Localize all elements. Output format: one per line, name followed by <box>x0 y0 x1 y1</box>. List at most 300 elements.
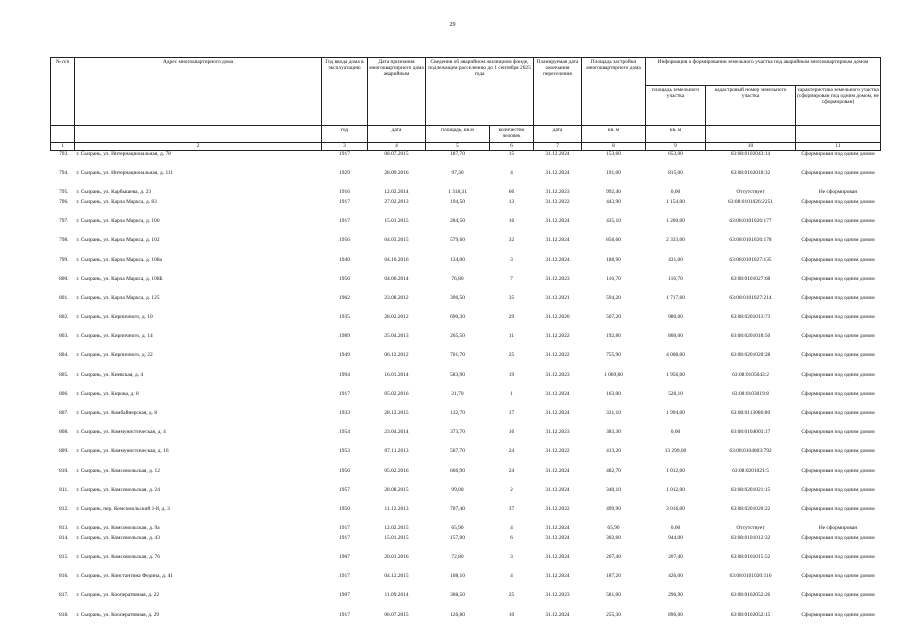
row-building-area: 340,10 <box>606 486 621 493</box>
row-planned-date: 31.12.2024 <box>545 256 570 263</box>
row-number: 802. <box>59 314 69 321</box>
row-address: г. Сызрань, ул. Комбайнерская, д. 8 <box>76 410 158 417</box>
header-recognition-date: Дата признания многоквартирного дома аварийным <box>368 58 426 126</box>
row-cadastral: Отсутствует <box>736 189 765 196</box>
row-land-area: 528,10 <box>668 390 683 397</box>
table-row <box>51 410 881 429</box>
row-address: г. Сызрань, ул. Коммунистическая, д. 4 <box>76 429 166 436</box>
row-area: 1 318,31 <box>448 189 467 196</box>
row-cadastral: 63:08:0103019:8 <box>732 390 769 397</box>
row-number: 810. <box>59 467 69 474</box>
row-people: 3 <box>510 553 513 560</box>
row-land-status: Сформирован под одним домом <box>801 275 875 282</box>
row-land-status: Сформирован под одним домом <box>801 611 875 618</box>
row-area: 108,10 <box>450 573 465 580</box>
row-people: 2 <box>510 486 513 493</box>
row-planned-date: 31.12.2024 <box>545 534 570 541</box>
row-number: 816. <box>59 573 69 580</box>
row-address: г. Сызрань, ул. Интернациональная, д. 111 <box>76 170 174 177</box>
row-people: 16 <box>508 429 515 436</box>
row-building-area: 992,40 <box>606 189 621 196</box>
row-people: 24 <box>508 467 515 474</box>
row-land-status: Сформирован под одним домом <box>801 352 875 359</box>
row-recognition-date: 16.01.2014 <box>384 371 409 378</box>
header-cadastral: кадастровый номер земельного участка <box>706 86 796 126</box>
row-recognition-date: 04.10.2016 <box>384 256 409 263</box>
row-planned-date: 31.12.2024 <box>545 390 570 397</box>
row-people: 13 <box>508 198 515 205</box>
row-number: 807. <box>59 410 69 417</box>
row-recognition-date: 05.02.2016 <box>384 467 409 474</box>
row-recognition-date: 05.02.2016 <box>384 390 409 397</box>
row-cadastral: 63:08:0101027:214 <box>729 294 772 301</box>
row-land-status: Не сформирован <box>818 525 858 532</box>
row-recognition-date: 11.12.2013 <box>384 505 409 512</box>
row-building-area: 482,70 <box>606 467 621 474</box>
row-number: 805. <box>59 371 69 378</box>
row-cadastral: 63:08:0201021:15 <box>730 486 771 493</box>
row-recognition-date: 11.09.2014 <box>384 592 409 599</box>
row-area: 284,50 <box>450 218 465 225</box>
row-land-status: Сформирован под одним домом <box>801 573 875 580</box>
row-land-area: 296,90 <box>668 592 683 599</box>
row-area: 308,50 <box>450 592 465 599</box>
row-people: 11 <box>508 333 515 340</box>
column-number: 2 <box>75 143 322 151</box>
table-row <box>51 151 881 171</box>
row-cadastral: 63:08:0101015:52 <box>730 553 771 560</box>
table-row <box>51 295 881 314</box>
table-row <box>51 612 881 631</box>
row-number: 809. <box>59 448 69 455</box>
row-land-status: Сформирован под одним домом <box>801 198 875 205</box>
row-number: 811. <box>59 486 69 493</box>
row-land-area: 1 012,00 <box>666 486 685 493</box>
table-row <box>51 535 881 554</box>
row-address: г. Сызрань, ул. Карла Маркса, д. 100 <box>76 218 160 225</box>
row-cadastral: 63:08:0101026:178 <box>729 237 772 244</box>
row-number: 795. <box>59 189 69 196</box>
row-number: 796. <box>59 198 69 205</box>
row-address: г. Сызрань, ул. Кирова, д. 8 <box>76 390 139 397</box>
row-building-area: 255,30 <box>606 611 621 618</box>
row-recognition-date: 07.11.2013 <box>384 448 409 455</box>
row-number: 813. <box>59 525 69 532</box>
row-year: 1917 <box>339 218 350 225</box>
row-land-area: 0,00 <box>670 525 681 532</box>
row-people: 3 <box>510 256 513 263</box>
table-row <box>51 218 881 237</box>
row-building-area: 207,40 <box>606 553 621 560</box>
row-recognition-date: 04.06.2014 <box>384 275 409 282</box>
column-number: 5 <box>426 143 490 151</box>
table-row <box>51 554 881 573</box>
row-address: г. Сызрань, ул. Киевская, д. 4 <box>76 371 144 378</box>
row-area: 265,50 <box>450 333 465 340</box>
row-year: 1917 <box>339 534 350 541</box>
row-address: г. Сызрань, ул. Интернациональная, д. 78 <box>76 151 171 157</box>
row-building-area: 187,20 <box>606 573 621 580</box>
row-recognition-date: 15.01.2015 <box>384 218 409 225</box>
row-number: 818. <box>59 611 69 618</box>
row-building-area: 499,90 <box>606 505 621 512</box>
row-land-area: 896,00 <box>668 611 683 618</box>
row-recognition-date: 23.08.2012 <box>384 294 409 301</box>
row-area: 583,90 <box>450 371 465 378</box>
row-area: 373,70 <box>450 429 465 436</box>
table-row <box>51 468 881 487</box>
row-building-area: 594,20 <box>606 294 621 301</box>
row-planned-date: 31.12.2024 <box>545 467 570 474</box>
row-land-status: Сформирован под одним домом <box>801 237 875 244</box>
row-recognition-date: 12.02.2015 <box>384 525 409 532</box>
row-cadastral: 63:08:0104003:17 <box>730 429 771 436</box>
row-land-status: Сформирован под одним домом <box>801 170 875 177</box>
row-recognition-date: 28.08.2015 <box>384 486 409 493</box>
row-people: 24 <box>508 448 515 455</box>
row-recognition-date: 28.09.2016 <box>384 170 409 177</box>
table-row <box>51 237 881 256</box>
row-number: 814. <box>59 534 69 541</box>
row-planned-date: 31.12.2022 <box>545 352 570 359</box>
row-planned-date: 31.12.2023 <box>545 429 570 436</box>
row-cadastral: 63:08:0101026:2251 <box>728 198 773 205</box>
row-land-status: Сформирован под одним домом <box>801 151 875 157</box>
row-address: г. Сызрань, ул. Константина Федина, д. 41 <box>76 573 173 580</box>
unit-sqm2: кв. м <box>646 126 706 143</box>
row-year: 1949 <box>339 352 350 359</box>
row-land-status: Не сформирован <box>818 189 858 196</box>
row-recognition-date: 06.12.2012 <box>384 352 409 359</box>
header-num: № п/п <box>51 58 75 126</box>
row-address: г. Сызрань, пер. Комсомольский 1-й, д. 3 <box>76 505 170 512</box>
row-year: 1950 <box>339 505 350 512</box>
row-cadastral: 63:08:0104003:792 <box>729 448 772 455</box>
page-number: 29 <box>449 22 456 28</box>
row-land-area: 207,40 <box>668 553 683 560</box>
row-year: 1917 <box>339 525 350 532</box>
table-row <box>51 592 881 611</box>
row-planned-date: 31.12.2024 <box>545 573 570 580</box>
row-number: 817. <box>59 592 69 599</box>
row-recognition-date: 28.12.2015 <box>384 410 409 417</box>
row-land-area: 116,70 <box>668 275 683 282</box>
row-people: 4 <box>510 170 513 177</box>
table-row <box>51 276 881 295</box>
row-land-area: 1 994,00 <box>666 410 685 417</box>
table-row <box>51 199 881 218</box>
row-land-status: Сформирован под одним домом <box>801 371 875 378</box>
row-number: 801. <box>59 294 69 301</box>
row-cadastral: 63:08:0201013:73 <box>730 314 771 321</box>
row-land-status: Сформирован под одним домом <box>801 534 875 541</box>
row-number: 806. <box>59 390 69 397</box>
row-recognition-date: 06.07.2015 <box>384 611 409 618</box>
row-planned-date: 31.12.2024 <box>545 237 570 244</box>
row-address: г. Сызрань, ул. Кирпичного, д. 10 <box>76 314 153 321</box>
row-recognition-date: 23.04.2014 <box>384 429 409 436</box>
header-address: Адрес многоквартирного дома <box>75 58 322 126</box>
row-land-area: 800,00 <box>668 333 683 340</box>
row-building-area: 383,30 <box>606 429 621 436</box>
row-land-status: Сформирован под одним домом <box>801 553 875 560</box>
row-building-area: 1 069,80 <box>604 371 623 378</box>
row-area: 126,80 <box>450 611 465 618</box>
row-planned-date: 31.12.2022 <box>545 333 570 340</box>
row-area: 99,00 <box>451 486 464 493</box>
row-cadastral: 63:08:0201020:28 <box>730 352 771 359</box>
row-land-status: Сформирован под одним домом <box>801 429 875 436</box>
row-area: 132,70 <box>450 410 465 417</box>
row-planned-date: 31.12.2023 <box>545 189 570 196</box>
row-cadastral: 63:08:0201020:22 <box>730 505 771 512</box>
row-land-area: 980,00 <box>668 314 683 321</box>
row-land-area: 0,00 <box>670 189 681 196</box>
row-address: г. Сызрань, ул. Карла Маркса, д. 102 <box>76 237 160 244</box>
row-recognition-date: 12.02.2014 <box>384 189 409 196</box>
row-cadastral: 63:08:0101027:135 <box>729 256 772 263</box>
row-planned-date: 31.12.2023 <box>545 592 570 599</box>
row-cadastral: 63:08:0201018:50 <box>730 333 771 340</box>
row-number: 812. <box>59 505 69 512</box>
row-number: 804. <box>59 352 69 359</box>
row-number: 794. <box>59 170 69 177</box>
row-land-status: Сформирован под одним домом <box>801 486 875 493</box>
row-year: 1954 <box>339 429 350 436</box>
table-row <box>51 189 881 199</box>
row-planned-date: 31.12.2024 <box>545 611 570 618</box>
row-land-area: 0,00 <box>670 429 681 436</box>
row-year: 1917 <box>339 198 350 205</box>
row-land-area: 3 016,00 <box>666 505 685 512</box>
table-row <box>51 352 881 371</box>
row-building-area: 413,20 <box>606 448 621 455</box>
row-area: 396,50 <box>450 294 465 301</box>
row-building-area: 302,60 <box>606 534 621 541</box>
row-year: 1967 <box>339 553 350 560</box>
row-planned-date: 31.12.2022 <box>545 505 570 512</box>
row-area: 97,30 <box>451 170 464 177</box>
row-land-status: Сформирован под одним домом <box>801 505 875 512</box>
row-year: 1953 <box>339 448 350 455</box>
row-recognition-date: 15.01.2015 <box>384 534 409 541</box>
table-row <box>51 487 881 506</box>
row-land-area: 653,00 <box>668 151 683 157</box>
row-year: 1917 <box>339 390 350 397</box>
row-address: г. Сызрань, ул. Карла Маркса, д. 108Б <box>76 275 163 282</box>
row-area: 65,90 <box>451 525 464 532</box>
row-year: 1956 <box>339 467 350 474</box>
row-land-area: 1 200,00 <box>666 218 685 225</box>
row-building-area: 192,80 <box>606 333 621 340</box>
row-cadastral: 63:08:0102052:15 <box>730 611 771 618</box>
row-people: 32 <box>508 237 515 244</box>
row-year: 1989 <box>339 333 350 340</box>
row-number: 815. <box>59 553 69 560</box>
header-planned-date: Планируемая дата окончания переселения <box>534 58 582 126</box>
row-address: г. Сызрань, ул. Кирпичного, д. 22 <box>76 352 153 359</box>
unit-people: количество человек <box>490 126 534 143</box>
row-number: 793. <box>59 151 69 157</box>
column-number: 4 <box>368 143 426 151</box>
column-number: 1 <box>51 143 75 151</box>
unit-sqm: кв. м <box>582 126 646 143</box>
unit-date2: дата <box>534 126 582 143</box>
row-land-area: 1 717,60 <box>666 294 685 301</box>
row-address: г. Сызрань, ул. Кирпичного, д. 14 <box>76 333 153 340</box>
row-address: г. Сызрань, ул. Комсомольская, д. 24 <box>76 486 160 493</box>
row-cadastral: 63:08:0101027:68 <box>730 275 771 282</box>
row-land-status: Сформирован под одним домом <box>801 448 875 455</box>
row-cadastral: 63:08:0113086:80 <box>730 410 771 417</box>
table-row <box>51 333 881 352</box>
row-planned-date: 31.12.2024 <box>545 486 570 493</box>
row-year: 1940 <box>339 256 350 263</box>
header-land-area: площадь земельного участка <box>646 86 706 126</box>
row-year: 1907 <box>339 592 350 599</box>
row-number: 800. <box>59 275 69 282</box>
row-year: 1933 <box>339 410 350 417</box>
row-land-area: 426,00 <box>668 573 683 580</box>
row-area: 134,00 <box>450 256 465 263</box>
row-building-area: 191,00 <box>606 170 621 177</box>
row-land-status: Сформирован под одним домом <box>801 294 875 301</box>
table-row <box>51 372 881 391</box>
row-cadastral: 63:08:0101026:177 <box>729 218 772 225</box>
row-address: г. Сызрань, ул. Кооперативная, д. 29 <box>76 611 160 618</box>
row-recognition-date: 04.03.2015 <box>384 237 409 244</box>
row-building-area: 581,00 <box>606 592 621 599</box>
table-row <box>51 448 881 467</box>
table-row <box>51 573 881 592</box>
row-planned-date: 31.12.2022 <box>545 448 570 455</box>
row-area: 187,70 <box>450 151 465 157</box>
row-people: 7 <box>510 275 513 282</box>
header-land-char: характеристика земельного участка (сформирован под одним домом, не сформирован) <box>796 86 881 126</box>
table-row <box>51 506 881 525</box>
row-planned-date: 31.12.2024 <box>545 525 570 532</box>
row-year: 1917 <box>339 151 350 157</box>
row-year: 1929 <box>339 170 350 177</box>
row-area: 701,70 <box>450 352 465 359</box>
row-people: 37 <box>508 505 515 512</box>
row-planned-date: 31.12.2024 <box>545 553 570 560</box>
row-land-status: Сформирован под одним домом <box>801 592 875 599</box>
row-planned-date: 31.12.2023 <box>545 275 570 282</box>
row-area: 76,80 <box>451 275 464 282</box>
row-number: 808. <box>59 429 69 436</box>
row-building-area: 331,10 <box>606 410 621 417</box>
row-recognition-date: 04.12.2015 <box>384 573 409 580</box>
row-number: 799. <box>59 256 69 263</box>
row-building-area: 188,90 <box>606 256 621 263</box>
column-number: 10 <box>706 143 796 151</box>
row-year: 1935 <box>339 314 350 321</box>
row-land-status: Сформирован под одним домом <box>801 314 875 321</box>
row-planned-date: 31.12.2024 <box>545 151 570 157</box>
row-people: 1 <box>510 390 513 397</box>
row-people: 16 <box>508 218 515 225</box>
row-people: 4 <box>510 573 513 580</box>
row-building-area: 755,90 <box>606 352 621 359</box>
row-building-area: 65,90 <box>607 525 620 532</box>
row-cadastral: 63:08:0102043:14 <box>730 151 771 157</box>
row-recognition-date: 20.01.2016 <box>384 553 409 560</box>
row-area: 157,00 <box>450 534 465 541</box>
column-number: 8 <box>582 143 646 151</box>
row-building-area: 116,70 <box>606 275 621 282</box>
row-recognition-date: 25.04.2013 <box>384 333 409 340</box>
row-address: г. Сызрань, ул. Комсомольская, д. 76 <box>76 553 160 560</box>
row-year: 1994 <box>339 371 350 378</box>
row-people: 35 <box>508 294 515 301</box>
table-row <box>51 391 881 410</box>
row-building-area: 856,60 <box>606 237 621 244</box>
row-planned-date: 31.12.2024 <box>545 218 570 225</box>
row-people: 6 <box>510 534 513 541</box>
row-cadastral: 63:08:0102052:26 <box>730 592 771 599</box>
row-land-status: Сформирован под одним домом <box>801 390 875 397</box>
row-address: г. Сызрань, ул. Комсомольская, д. 12 <box>76 467 160 474</box>
row-number: 803. <box>59 333 69 340</box>
row-number: 797. <box>59 218 69 225</box>
row-land-status: Сформирован под одним домом <box>801 467 875 474</box>
row-land-status: Сформирован под одним домом <box>801 256 875 263</box>
row-address: г. Сызрань, ул. Кооперативная, д. 22 <box>76 592 160 599</box>
row-land-area: 815,00 <box>668 170 683 177</box>
row-land-status: Сформирован под одним домом <box>801 410 875 417</box>
row-building-area: 507,20 <box>606 314 621 321</box>
row-number: 798. <box>59 237 69 244</box>
row-address: г. Сызрань, ул. Комсомольская, д. 9а <box>76 525 160 532</box>
row-year: 1956 <box>339 237 350 244</box>
row-planned-date: 31.12.2024 <box>545 170 570 177</box>
row-year: 1916 <box>339 189 350 196</box>
row-people: 17 <box>508 410 515 417</box>
row-year: 1917 <box>339 611 350 618</box>
row-people: 4 <box>510 525 513 532</box>
row-area: 72,80 <box>451 553 464 560</box>
row-year: 1957 <box>339 486 350 493</box>
row-address: г. Сызрань, ул. Карбышева, д. 23 <box>76 189 152 196</box>
table-row <box>51 525 881 535</box>
column-number: 6 <box>490 143 534 151</box>
row-people: 25 <box>508 592 515 599</box>
row-people: 19 <box>508 371 515 378</box>
row-cadastral: 63:08:0101012:32 <box>730 534 771 541</box>
row-area: 666,90 <box>450 467 465 474</box>
row-planned-date: 31.12.2023 <box>545 371 570 378</box>
row-land-area: 1 154,00 <box>666 198 685 205</box>
header-land-info: Информация о формировании земельного участка под аварийным многоквартирным домом <box>646 58 881 86</box>
row-people: 15 <box>508 151 515 157</box>
row-people: 25 <box>508 352 515 359</box>
row-land-area: 2 333,00 <box>666 237 685 244</box>
row-year: 1956 <box>339 275 350 282</box>
unit-date: дата <box>368 126 426 143</box>
row-area: 194,50 <box>450 198 465 205</box>
header-year: Год ввода дома в эксплуатацию <box>322 58 368 126</box>
row-address: г. Сызрань, ул. Карла Маркса, д. 108а <box>76 256 162 263</box>
table-row <box>51 314 881 333</box>
row-area: 579,60 <box>450 237 465 244</box>
row-area: 690,30 <box>450 314 465 321</box>
table-row <box>51 170 881 189</box>
column-number: 7 <box>534 143 582 151</box>
row-cadastral: 63:08:0105043:2 <box>732 371 769 378</box>
row-building-area: 153,60 <box>606 151 621 157</box>
row-land-area: 4 008,00 <box>666 352 685 359</box>
